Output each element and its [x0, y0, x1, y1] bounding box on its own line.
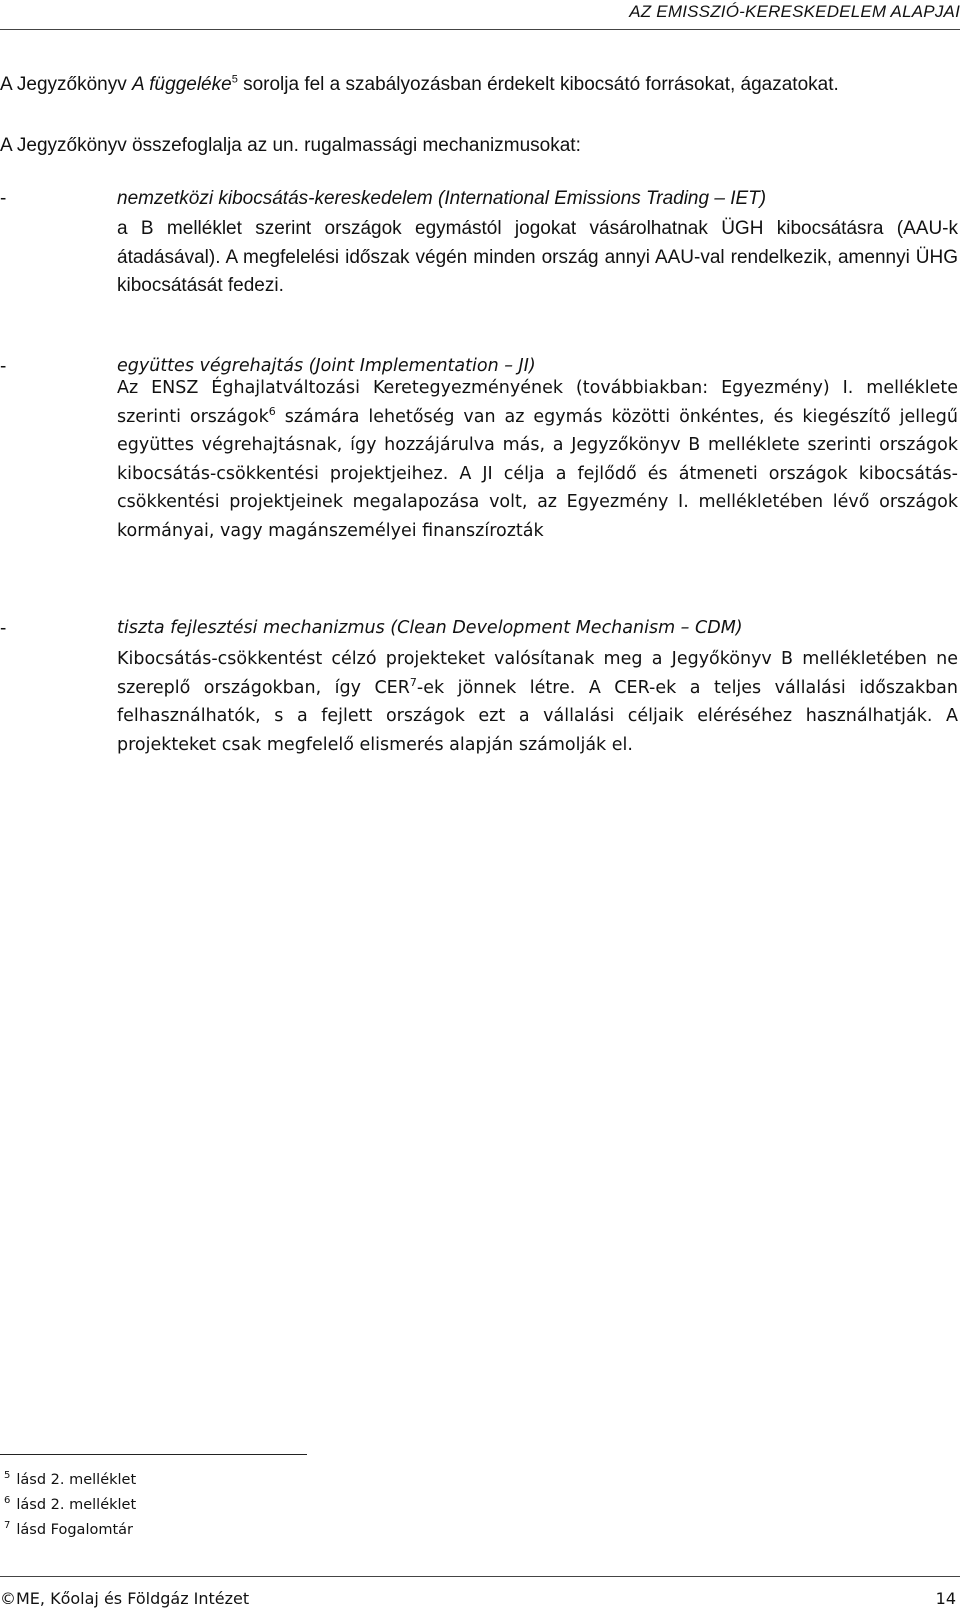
- item-body-ji: Az ENSZ Éghajlatváltozási Keretegyezményének (továbbiakban: Egyezmény) I. melléklete szerinti országok$^6$ számára lehetőség van az egymás közötti önkéntes, és kiegészítő jellegű együttes végrehajtásnak, így hozzájárulva más, a Jegyzőkönyv B melléklete szerinti országok kibocsátás-csökkentési projektjeihez. A JI célja a fejlődő és átmeneti országok kibocsátás-csökkentési projektjeinek megalapozása volt, az Egyezmény I. mellékletében lévő országok kormányai, vagy magánszemélyei finanszírozták: [117, 378, 958, 541]
- page-footer: [0, 1576, 960, 1618]
- list-dash: -: [0, 618, 7, 639]
- intro-line-2: A Jegyzőkönyv összefoglalja az un. rugalmassági mechanizmusokat:: [0, 135, 581, 156]
- copyright: ©ME, Kőolaj és Földgáz Intézet: [0, 1589, 250, 1608]
- appendix-ref: A függeléke: [132, 74, 232, 95]
- list-dash: -: [0, 356, 7, 377]
- item-title-iet: nemzetközi kibocsátás-kereskedelem (International Emissions Trading – IET): [117, 188, 767, 209]
- footnote-7: $^7$ lásd Fogalomtár: [4, 1520, 133, 1538]
- footnote-ref-5: 5: [231, 73, 238, 86]
- footnote-ref-6: 6: [268, 404, 276, 418]
- page-header: [0, 0, 960, 30]
- page-number: 14: [935, 1589, 956, 1608]
- intro-line-1: A Jegyzőkönyv A függeléke$^5$ sorolja fel a szabályozásban érdekelt kibocsátó forrásokat, ágazatokat.: [0, 73, 839, 95]
- item-title-cdm: tiszta fejlesztési mechanizmus (Clean Development Mechanism – CDM): [117, 618, 743, 638]
- item-body-cdm: Kibocsátás-csökkentést célzó projekteket valósítanak meg a Jegyőkönyv B mellékletében ne szereplő országokban, így CER$^7$-ek jönnek létre. A CER-ek a teljes vállalási időszakban felhasználhatók, s a fejlett országok ezt a vállalási céljaik eléréséhez használhatják. A projekteket csak megfelelő elismerés alapján számolják el.: [117, 649, 958, 755]
- footnote-separator: [0, 1454, 307, 1455]
- footnote-5: $^5$ lásd 2. melléklet: [4, 1470, 137, 1488]
- running-title: AZ EMISSZIÓ-KERESKEDELEM ALAPJAI: [629, 2, 960, 21]
- list-dash: -: [0, 188, 7, 209]
- footnote-ref-7: 7: [409, 675, 417, 689]
- item-title-ji: együttes végrehajtás (Joint Implementation – JI): [117, 356, 536, 376]
- footnote-6: $^6$ lásd 2. melléklet: [4, 1495, 137, 1513]
- item-body-iet: a B melléklet szerint országok egymástól jogokat vásárolhatnak ÜGH kibocsátásra (AAU-k átadásával). A megfelelési időszak végén minden ország annyi AAU-val rendelkezik, amennyi ÜHG kibocsátását fedezi.: [117, 218, 958, 296]
